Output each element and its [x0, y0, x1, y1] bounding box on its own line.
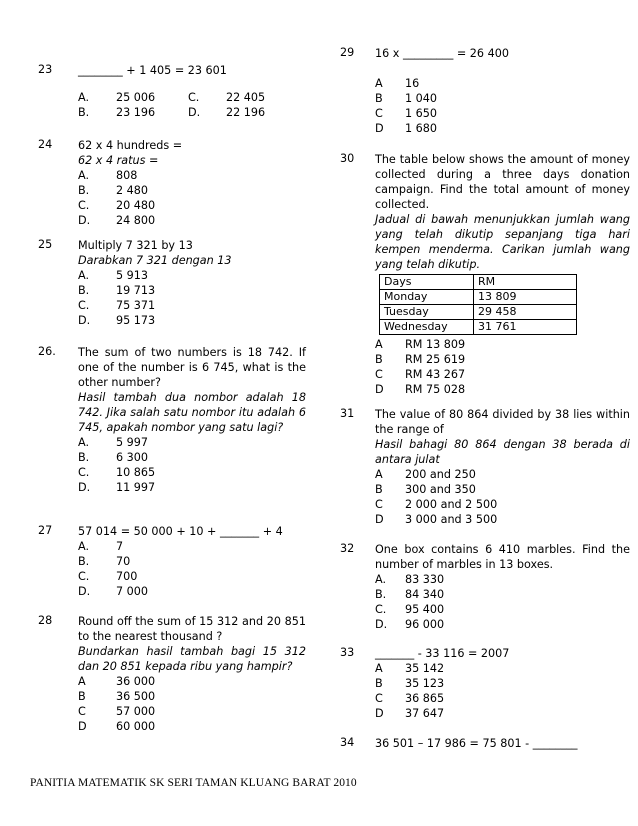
option-value: 24 800	[116, 214, 156, 227]
question-number: 30	[340, 152, 355, 165]
option-value: 200 and 250	[405, 468, 476, 481]
question-number: 26.	[38, 345, 56, 358]
option-letter: D.	[78, 481, 91, 494]
option-letter: C	[375, 107, 383, 120]
option-b	[78, 689, 306, 704]
option-letter: B.	[78, 451, 90, 464]
table-cell: 13 809	[474, 290, 577, 305]
option-b	[78, 283, 306, 298]
option-d	[375, 382, 630, 397]
option-d	[78, 719, 306, 734]
question-number: 32	[340, 542, 355, 555]
option-value: 2 480	[116, 184, 149, 197]
option-c	[375, 602, 630, 617]
option-letter: A.	[78, 540, 90, 553]
option-letter: D.	[78, 585, 91, 598]
option-letter: A.	[78, 91, 90, 104]
question-number: 34	[340, 736, 355, 749]
option-b	[375, 352, 630, 367]
table-header-cell: RM	[474, 275, 577, 290]
option-letter: C	[375, 692, 383, 705]
question-text-my: Hasil bahagi 80 864 dengan 38 berada di antara julat	[375, 438, 630, 466]
table-header-cell: Days	[380, 275, 474, 290]
option-d	[375, 706, 630, 721]
option-a	[78, 268, 306, 283]
option-d	[78, 213, 306, 228]
option-value: 35 142	[405, 662, 445, 675]
option-letter: D	[375, 513, 384, 526]
option-c	[78, 198, 306, 213]
option-letter: B	[375, 483, 383, 496]
option-value: 60 000	[116, 720, 156, 733]
table-row	[380, 290, 577, 305]
question-text-my: Hasil tambah dua nombor adalah 18 742. Jika salah satu nombor itu adalah 6 745, apakah nombor yang satu lagi?	[78, 391, 306, 434]
option-b	[78, 183, 306, 198]
table-cell: 31 761	[474, 320, 577, 335]
question-text-en: The table below shows the amount of money collected during a three days donation campaign. Find the total amount of money collected.	[375, 153, 630, 211]
option-letter: A.	[78, 436, 90, 449]
option-c	[78, 298, 306, 313]
option-value: 5 997	[116, 436, 149, 449]
question-stem: 16 x _________ = 26 400	[375, 47, 509, 60]
option-a	[375, 76, 630, 91]
option-a	[78, 539, 306, 554]
option-value: 57 000	[116, 705, 156, 718]
option-b	[375, 91, 630, 106]
option-letter: B	[375, 677, 383, 690]
option-value: 84 340	[405, 588, 445, 601]
option-letter: D.	[375, 618, 388, 631]
option-letter: C	[375, 368, 383, 381]
option-letter: C.	[375, 603, 387, 616]
option-letter: D.	[188, 106, 201, 119]
option-d	[78, 313, 306, 328]
question-text-en: Multiply 7 321 by 13	[78, 239, 193, 252]
question-text-my: Darabkan 7 321 dengan 13	[78, 254, 232, 267]
option-value: 16	[405, 77, 420, 90]
option-letter: B.	[78, 106, 90, 119]
question-stem: _______ - 33 116 = 2007	[375, 647, 510, 660]
table-cell: Monday	[380, 290, 474, 305]
option-value: 6 300	[116, 451, 149, 464]
option-value: 2 000 and 2 500	[405, 498, 498, 511]
question-number: 29	[340, 46, 355, 59]
options	[78, 90, 306, 120]
page-footer: PANITIA MATEMATIK SK SERI TAMAN KLUANG BARAT 2010	[30, 777, 357, 789]
option-letter: C.	[188, 91, 200, 104]
option-value: 300 and 350	[405, 483, 476, 496]
option-letter: A	[375, 338, 383, 351]
option-value: 5 913	[116, 269, 149, 282]
question-text-my: 62 x 4 ratus =	[78, 154, 159, 167]
donation-table	[379, 274, 577, 335]
question-text-en: The value of 80 864 divided by 38 lies within the range of	[375, 408, 630, 436]
question-number: 31	[340, 407, 355, 420]
option-value: 95 173	[116, 314, 156, 327]
question-text-en: The sum of two numbers is 18 742. If one of the number is 6 745, what is the other number?	[78, 346, 306, 389]
option-b	[78, 450, 306, 465]
option-letter: D.	[78, 314, 91, 327]
option-value: 36 000	[116, 675, 156, 688]
question-number: 23	[38, 63, 53, 76]
option-b	[78, 554, 306, 569]
question-number: 28	[38, 614, 53, 627]
table-row	[380, 320, 577, 335]
question-stem: ________ + 1 405 = 23 601	[78, 64, 227, 77]
table-header	[380, 275, 577, 290]
option-letter: C.	[78, 199, 90, 212]
question-text-my: Jadual di bawah menunjukkan jumlah wang yang telah dikutip sepanjang tiga hari kempen menderma. Carikan jumlah wang yang telah dikutip.	[375, 213, 630, 271]
option-letter: A.	[375, 573, 387, 586]
table-row	[380, 305, 577, 320]
option-value: 36 500	[116, 690, 156, 703]
option-letter: B	[375, 353, 383, 366]
option-value: 70	[116, 555, 131, 568]
option-value: 36 865	[405, 692, 445, 705]
question-number: 25	[38, 238, 53, 251]
option-value: 700	[116, 570, 138, 583]
option-value: 7	[116, 540, 124, 553]
option-a	[375, 467, 630, 482]
question-number: 33	[340, 646, 355, 659]
option-value: 23 196	[116, 106, 156, 119]
option-a	[78, 674, 306, 689]
option-c	[78, 704, 306, 719]
option-letter: B.	[78, 184, 90, 197]
option-value: 1 650	[405, 107, 438, 120]
option-value: 35 123	[405, 677, 445, 690]
option-c	[375, 367, 630, 382]
option-a	[78, 435, 306, 450]
option-letter: A	[375, 468, 383, 481]
option-letter: A.	[78, 169, 90, 182]
option-value: 19 713	[116, 284, 156, 297]
option-a	[78, 168, 306, 183]
option-value: 22 405	[226, 91, 266, 104]
option-letter: A	[78, 675, 86, 688]
option-letter: A	[375, 77, 383, 90]
option-value: 37 647	[405, 707, 445, 720]
option-c	[375, 106, 630, 121]
option-letter: B	[78, 690, 86, 703]
option-value: RM 75 028	[405, 383, 466, 396]
option-a	[375, 661, 630, 676]
option-value: RM 13 809	[405, 338, 466, 351]
option-letter: C	[78, 705, 86, 718]
option-value: 11 997	[116, 481, 156, 494]
option-value: 25 006	[116, 91, 156, 104]
option-value: RM 25 619	[405, 353, 466, 366]
option-value: 1 680	[405, 122, 438, 135]
option-letter: D	[78, 720, 87, 733]
question-number: 24	[38, 138, 53, 151]
option-value: 3 000 and 3 500	[405, 513, 498, 526]
option-letter: B	[375, 92, 383, 105]
question-text-en: One box contains 6 410 marbles. Find the number of marbles in 13 boxes.	[375, 543, 630, 571]
option-letter: C	[375, 498, 383, 511]
option-value: 20 480	[116, 199, 156, 212]
option-a	[375, 572, 630, 587]
option-value: 808	[116, 169, 138, 182]
option-letter: B.	[78, 555, 90, 568]
option-letter: B.	[78, 284, 90, 297]
option-value: 10 865	[116, 466, 156, 479]
option-letter: A	[375, 662, 383, 675]
option-c	[78, 465, 306, 480]
option-value: 7 000	[116, 585, 149, 598]
option-letter: C.	[78, 466, 90, 479]
option-letter: D	[375, 383, 384, 396]
table-cell: Tuesday	[380, 305, 474, 320]
option-letter: B.	[375, 588, 387, 601]
option-b	[375, 482, 630, 497]
option-value: 96 000	[405, 618, 445, 631]
option-d	[375, 617, 630, 632]
option-letter: D	[375, 707, 384, 720]
option-b	[375, 676, 630, 691]
question-stem: 57 014 = 50 000 + 10 + _______ + 4	[78, 525, 283, 538]
option-value: 22 196	[226, 106, 266, 119]
option-a	[375, 337, 630, 352]
option-c	[78, 569, 306, 584]
table-cell: Wednesday	[380, 320, 474, 335]
option-value: 95 400	[405, 603, 445, 616]
option-letter: A.	[78, 269, 90, 282]
question-number: 27	[38, 524, 53, 537]
option-d	[375, 512, 630, 527]
option-letter: D.	[78, 214, 91, 227]
question-text-en: 62 x 4 hundreds =	[78, 139, 183, 152]
option-value: 83 330	[405, 573, 445, 586]
option-value: RM 43 267	[405, 368, 466, 381]
question-stem: 36 501 – 17 986 = 75 801 - ________	[375, 737, 578, 750]
option-d	[375, 121, 630, 136]
option-c	[375, 497, 630, 512]
option-value: 1 040	[405, 92, 438, 105]
question-text-en: Round off the sum of 15 312 and 20 851 to the nearest thousand ?	[78, 615, 306, 643]
option-c	[375, 691, 630, 706]
option-letter: D	[375, 122, 384, 135]
option-letter: C.	[78, 570, 90, 583]
option-b	[375, 587, 630, 602]
option-letter: C.	[78, 299, 90, 312]
question-text-my: Bundarkan hasil tambah bagi 15 312 dan 20 851 kepada ribu yang hampir?	[78, 645, 306, 673]
option-d	[78, 584, 306, 599]
option-d	[78, 480, 306, 495]
table-cell: 29 458	[474, 305, 577, 320]
option-value: 75 371	[116, 299, 156, 312]
